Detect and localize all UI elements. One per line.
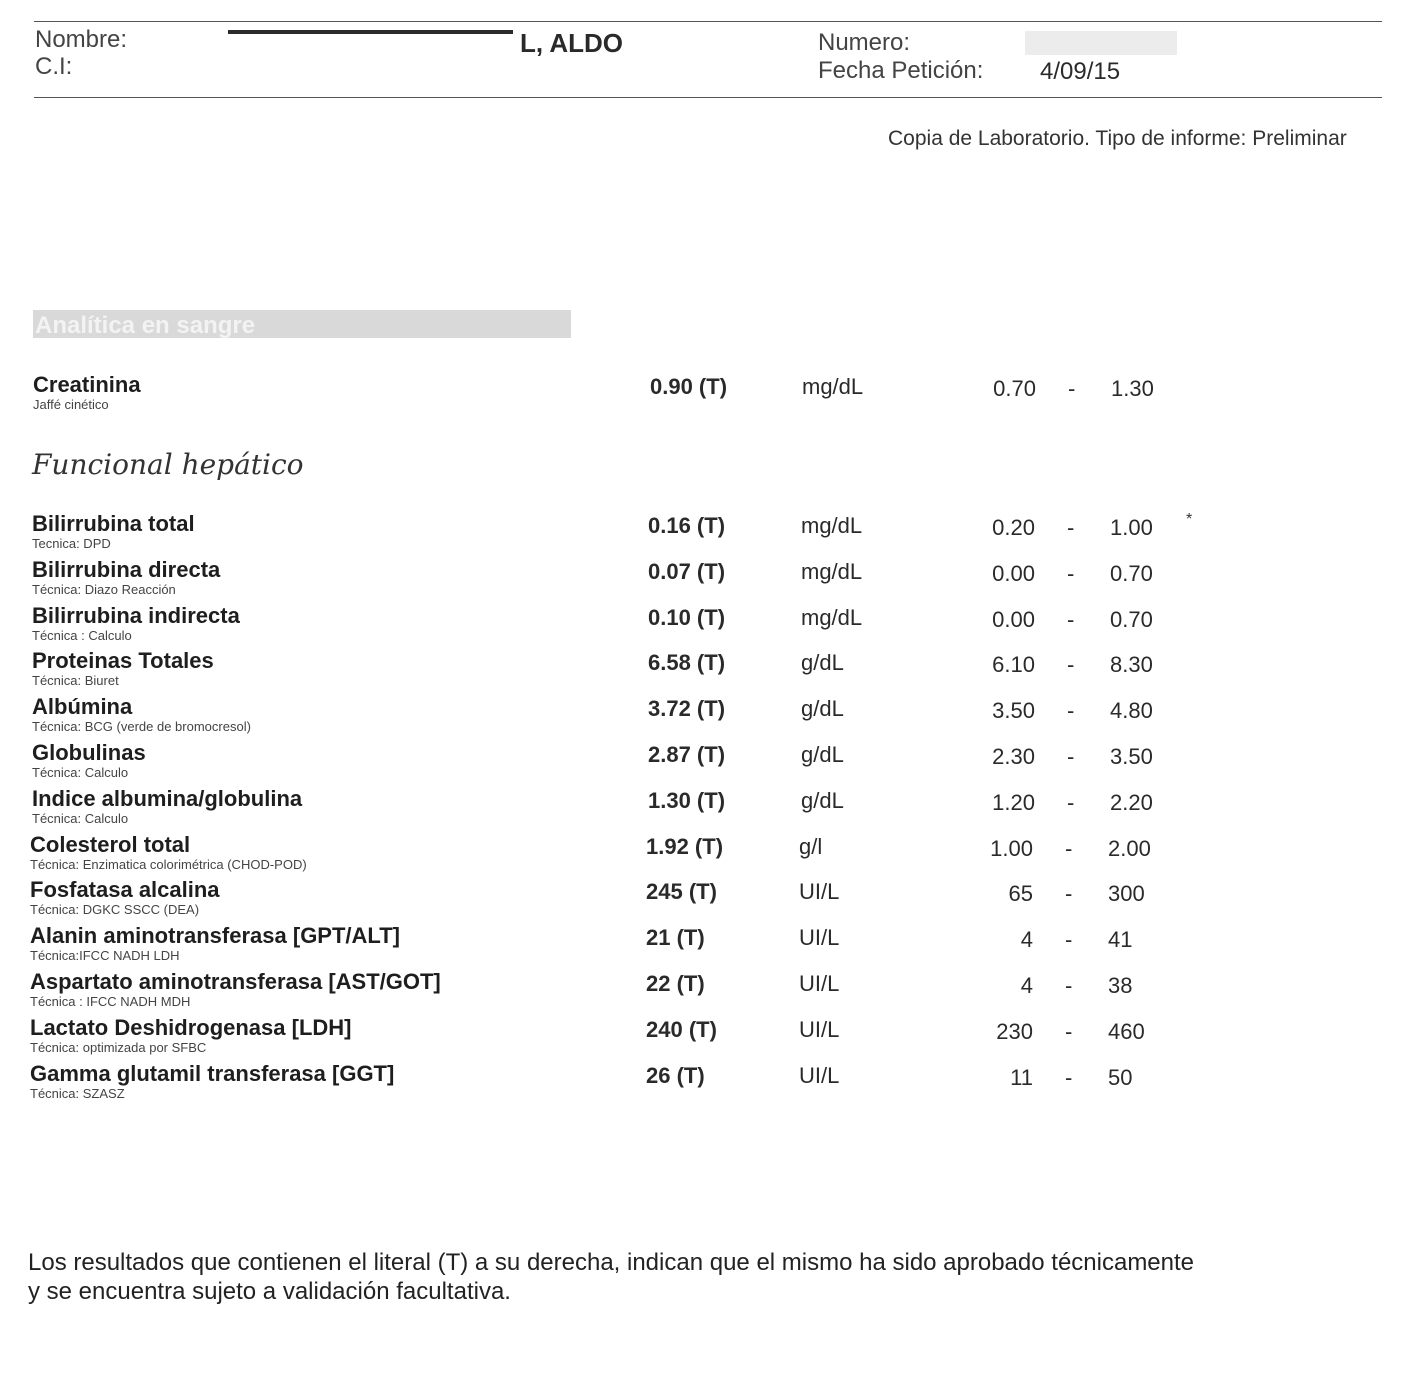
test-name: Albúmina [32, 694, 133, 719]
test-value: 245 (T) [646, 879, 717, 904]
numero-label: Numero: [818, 29, 911, 56]
ref-max: 3.50 [1110, 744, 1153, 769]
ref-max: 41 [1108, 927, 1133, 952]
ref-separator: - [1065, 927, 1073, 952]
ref-min: 0.00 [992, 607, 1035, 632]
ref-max: 300 [1108, 881, 1145, 906]
test-row [0, 1061, 1421, 1107]
test-row [0, 694, 1421, 740]
test-value: 26 (T) [646, 1063, 705, 1088]
report-type-note: Copia de Laboratorio. Tipo de informe: Preliminar [888, 127, 1347, 150]
test-technique: Técnica : Calculo [32, 628, 132, 643]
test-unit: UI/L [799, 879, 840, 904]
redacted-numero [1025, 31, 1177, 55]
test-unit: mg/dL [802, 374, 864, 399]
ref-separator: - [1067, 515, 1075, 540]
test-row [0, 511, 1421, 557]
test-value: 3.72 (T) [648, 696, 726, 721]
test-technique: Jaffé cinético [33, 397, 109, 412]
ref-min: 4 [1020, 973, 1033, 998]
test-name: Alanin aminotransferasa [GPT/ALT] [30, 923, 400, 948]
test-value: 0.90 (T) [650, 374, 728, 399]
test-name: Bilirrubina directa [32, 557, 221, 582]
test-row-creatinina [0, 372, 1421, 418]
test-technique: Técnica: SZASZ [30, 1086, 125, 1101]
ref-min: 2.30 [992, 744, 1035, 769]
header-bottom-rule [34, 97, 1382, 98]
test-technique: Técnica: optimizada por SFBC [30, 1040, 207, 1055]
test-technique: Técnica:IFCC NADH LDH [30, 948, 180, 963]
test-technique: Técnica: BCG (verde de bromocresol) [32, 719, 251, 734]
test-row [0, 923, 1421, 969]
ref-min: 1.00 [990, 836, 1033, 861]
section-title: Analítica en sangre [35, 312, 256, 339]
ref-separator: - [1068, 376, 1076, 401]
test-unit: g/dL [801, 650, 844, 675]
test-value: 1.30 (T) [648, 788, 726, 813]
test-row [0, 603, 1421, 649]
ci-label: C.I: [35, 53, 73, 80]
redacted-name [228, 30, 513, 34]
test-technique: Técnica : IFCC NADH MDH [30, 994, 191, 1009]
test-value: 2.87 (T) [648, 742, 726, 767]
test-value: 22 (T) [646, 971, 705, 996]
ref-min: 6.10 [992, 652, 1035, 677]
test-name: Creatinina [33, 372, 141, 397]
test-unit: g/l [799, 834, 823, 859]
ref-min: 1.20 [992, 790, 1035, 815]
ref-min: 3.50 [992, 698, 1035, 723]
test-technique: Técnica: Calculo [32, 811, 129, 826]
test-technique: Técnica: Diazo Reacción [32, 582, 176, 597]
test-value: 0.16 (T) [648, 513, 726, 538]
test-value: 6.58 (T) [648, 650, 726, 675]
test-technique: Técnica: Biuret [32, 673, 119, 688]
ref-min: 65 [1008, 881, 1033, 906]
test-row [0, 1015, 1421, 1061]
test-row [0, 877, 1421, 923]
test-row [0, 740, 1421, 786]
test-value: 0.10 (T) [648, 605, 726, 630]
ref-max: 8.30 [1110, 652, 1153, 677]
fecha-value: 4/09/15 [1040, 58, 1121, 85]
ref-max: 0.70 [1110, 607, 1153, 632]
test-name: Bilirrubina total [32, 511, 195, 536]
ref-separator: - [1067, 607, 1075, 632]
test-unit: g/dL [801, 742, 844, 767]
test-name: Indice albumina/globulina [32, 786, 303, 811]
test-unit: g/dL [801, 788, 844, 813]
ref-separator: - [1067, 561, 1075, 586]
test-row [0, 557, 1421, 603]
test-name: Bilirrubina indirecta [32, 603, 240, 628]
test-name: Gamma glutamil transferasa [GGT] [30, 1061, 395, 1086]
fecha-label: Fecha Petición: [818, 57, 984, 84]
ref-max: 1.00 [1110, 515, 1153, 540]
out-of-range-flag: * [1186, 511, 1193, 528]
footnote-line-2: y se encuentra sujeto a validación facultativa. [28, 1278, 511, 1305]
ref-separator: - [1067, 790, 1075, 815]
ref-max: 4.80 [1110, 698, 1153, 723]
ref-max: 2.20 [1110, 790, 1153, 815]
test-unit: mg/dL [801, 559, 863, 584]
header-top-rule [34, 21, 1382, 22]
test-unit: mg/dL [801, 513, 863, 538]
test-unit: UI/L [799, 971, 840, 996]
ref-min: 0.00 [992, 561, 1035, 586]
test-unit: g/dL [801, 696, 844, 721]
ref-min: 11 [1010, 1065, 1033, 1090]
ref-min: 4 [1020, 927, 1033, 952]
test-name: Globulinas [32, 740, 146, 765]
test-value: 0.07 (T) [648, 559, 726, 584]
test-technique: Técnica: Enzimatica colorimétrica (CHOD-POD) [30, 857, 307, 872]
test-technique: Técnica: DGKC SSCC (DEA) [30, 902, 200, 917]
test-value: 240 (T) [646, 1017, 717, 1042]
ref-max: 2.00 [1108, 836, 1151, 861]
test-name: Lactato Deshidrogenasa [LDH] [30, 1015, 352, 1040]
ref-separator: - [1065, 881, 1073, 906]
test-name: Colesterol total [30, 832, 191, 857]
ref-separator: - [1067, 744, 1075, 769]
test-row [0, 969, 1421, 1015]
ref-separator: - [1065, 836, 1073, 861]
test-row [0, 786, 1421, 832]
test-unit: mg/dL [801, 605, 863, 630]
ref-max: 1.30 [1111, 376, 1154, 401]
ref-separator: - [1067, 698, 1075, 723]
ref-max: 38 [1108, 973, 1133, 998]
test-name: Proteinas Totales [32, 648, 214, 673]
ref-max: 460 [1108, 1019, 1145, 1044]
ref-separator: - [1065, 1019, 1073, 1044]
ref-separator: - [1065, 1065, 1073, 1090]
test-unit: UI/L [799, 1063, 840, 1088]
test-unit: UI/L [799, 1017, 840, 1042]
test-name: Fosfatasa alcalina [30, 877, 220, 902]
test-technique: Técnica: Calculo [32, 765, 129, 780]
patient-name: L, ALDO [520, 28, 624, 58]
test-unit: UI/L [799, 925, 840, 950]
group-title: Funcional hepático [32, 448, 304, 481]
ref-separator: - [1067, 652, 1075, 677]
ref-min: 230 [996, 1019, 1033, 1044]
ref-min: 0.70 [993, 376, 1036, 401]
ref-separator: - [1065, 973, 1073, 998]
test-name: Aspartato aminotransferasa [AST/GOT] [30, 969, 441, 994]
test-row [0, 648, 1421, 694]
test-value: 1.92 (T) [646, 834, 724, 859]
ref-max: 0.70 [1110, 561, 1153, 586]
footnote [28, 1248, 1194, 1306]
footnote-line-1: Los resultados que contienen el literal (T) a su derecha, indican que el mismo ha sido aprobado técnicamente [28, 1249, 1195, 1276]
ref-min: 0.20 [992, 515, 1035, 540]
nombre-label: Nombre: [35, 26, 128, 53]
test-row [0, 832, 1421, 878]
section-band [33, 310, 571, 338]
test-technique: Tecnica: DPD [32, 536, 111, 551]
test-value: 21 (T) [646, 925, 705, 950]
ref-max: 50 [1108, 1065, 1133, 1090]
